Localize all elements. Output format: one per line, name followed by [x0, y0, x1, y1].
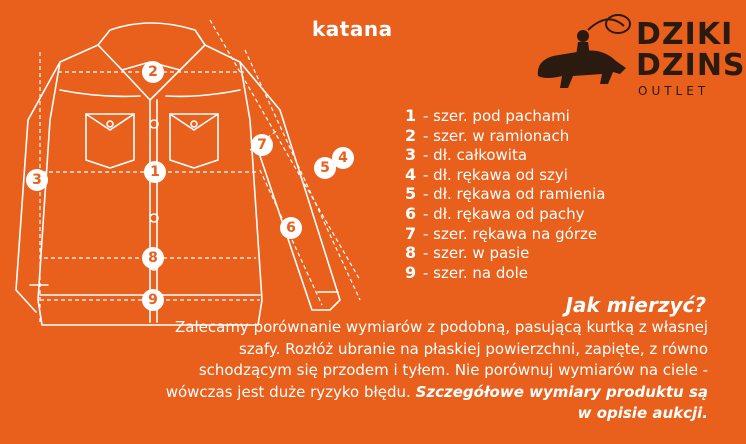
boar-rider-icon: [528, 6, 638, 101]
legend-item: [405, 126, 705, 146]
legend-item: [405, 263, 705, 283]
marker-1: [144, 161, 166, 183]
svg-text:8: 8: [148, 250, 158, 266]
legend-number: 2: [405, 125, 417, 145]
marker-6: [280, 217, 302, 239]
marker-5: [314, 157, 336, 179]
legend-number: 3: [405, 145, 417, 165]
legend-number: 5: [405, 184, 417, 204]
legend-item: [405, 184, 705, 204]
jacket-outline: [16, 23, 340, 325]
svg-text:7: 7: [257, 137, 267, 153]
marker-3: [26, 169, 48, 191]
svg-text:2: 2: [148, 64, 158, 80]
legend-number: 4: [405, 164, 417, 184]
instructions-emphasis: Szczegółowe wymiary produktu są w opisie aukcji.: [415, 382, 708, 423]
legend-number: 9: [405, 262, 417, 282]
measurement-legend: [405, 106, 705, 282]
legend-label: - dł. rękawa od pachy: [423, 204, 585, 223]
brand-line-3: OUTLET: [638, 84, 710, 98]
legend-item: [405, 145, 705, 165]
legend-number: 1: [405, 106, 417, 125]
legend-label: - szer. w pasie: [423, 244, 530, 263]
legend-item: [405, 204, 705, 224]
legend-number: 7: [405, 223, 417, 243]
marker-8: [142, 247, 164, 269]
brand-line-2: DZINS: [636, 48, 746, 83]
svg-text:9: 9: [148, 292, 158, 308]
legend-label: - dł. rękawa od szyi: [423, 165, 568, 184]
legend-label: - dł. całkowita: [423, 146, 528, 165]
instructions-paragraph: Zalecamy porównanie wymiarów z podobną, pasującą kurtką z własnej szafy. Rozłóż ubranie na płaskiej powierzchni, zapięte, z równo schodzącym się przodem i tyłem. Nie porównuj wymiarów na ciele - wówczas jest duże ryzyko błędu.: [165, 318, 708, 401]
marker-7: [251, 134, 273, 156]
svg-text:5: 5: [320, 160, 330, 176]
legend-item: [405, 243, 705, 263]
measurement-lines: [40, 20, 360, 322]
legend-label: - szer. pod pachami: [423, 107, 570, 125]
legend-number: 6: [405, 203, 417, 223]
garment-title: katana: [312, 17, 393, 41]
legend-label: - szer. na dole: [423, 263, 528, 282]
legend-number: 8: [405, 243, 417, 263]
legend-item: [405, 165, 705, 185]
legend-label: - dł. rękawa od ramienia: [423, 185, 606, 204]
svg-text:6: 6: [286, 220, 296, 236]
how-to-measure-heading: Jak mierzyć?: [565, 293, 706, 317]
svg-text:3: 3: [32, 172, 42, 188]
svg-text:1: 1: [150, 164, 160, 180]
legend-item: [405, 224, 705, 244]
brand-line-1: DZIKI: [636, 17, 734, 52]
legend-label: - szer. rękawa na górze: [423, 224, 598, 243]
svg-text:4: 4: [338, 150, 348, 166]
marker-2: [142, 61, 164, 83]
brand-logo: [528, 6, 746, 106]
marker-9: [142, 289, 164, 311]
legend-item: [405, 106, 705, 126]
how-to-measure-text: [150, 317, 708, 425]
legend-label: - szer. w ramionach: [423, 126, 570, 145]
